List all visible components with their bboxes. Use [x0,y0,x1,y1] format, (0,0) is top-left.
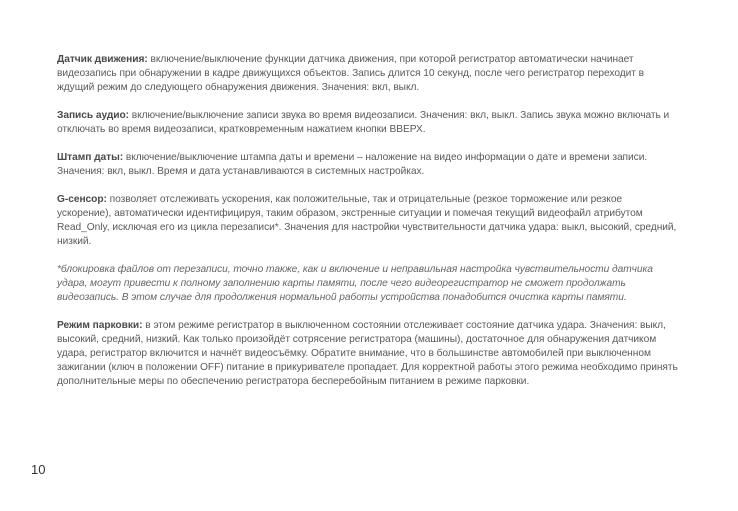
date-stamp-description: включение/выключение штампа даты и времени – наложение на видео информации о дате и времени записи. Значения: вкл, выкл. Время и дата устанавливаются в системных настройках. [57,152,648,177]
motion-sensor-description: включение/выключение функции датчика движения, при которой регистратор автоматически начинает видеозапись при обнаружении в кадре движущихся объектов. Запись длится 10 секунд, после чего регистратор переходит в ждущий режим до следующего обнаружения движения. Значения: вкл, выкл. [57,54,645,93]
parking-mode-paragraph [57,319,679,389]
motion-sensor-paragraph [57,53,679,95]
audio-recording-paragraph [57,109,679,137]
file-lock-note: *блокировка файлов от перезаписи, точно также, как и включение и неправильная настройка чувствительности датчика удара, могут привести к полному заполнению карты памяти, после чего видеорегистратор не сможет продолжать видеозапись. В этом случае для продолжения нормальной работы устройства понадобится очистка карты памяти. [57,264,653,303]
page-number: 10 [31,462,46,477]
parking-mode-term: Режим парковки: [57,320,143,331]
date-stamp-paragraph [57,151,679,179]
g-sensor-description: позволяет отслеживать ускорения, как положительные, так и отрицательные (резкое торможение или резкое ускорение), автоматически идентифицируя, таким образом, экстренные ситуации и помечая текущий видеофайл атрибутом Read_Only, исключая его из цикла перезаписи*. Значения для настройки чувствительности датчика удара: выкл, высокий, средний, низкий. [57,194,677,247]
parking-mode-description: в этом режиме регистратор в выключенном состоянии отслеживает состояние датчика удара. Значения: выкл, высокий, средний, низкий. Как только произойдёт сотрясение регистратора (машины), достаточное для обнаружения датчиком удара, регистратор включится и начнёт видеосъёмку. Обратите внимание, что в большинстве автомобилей при выключенном зажигании (ключ в положении OFF) питание в прикуривателе пропадает. Для корректной работы этого режима необходимо принять дополнительные меры по обеспечению регистратора бесперебойным питанием в режиме парковки. [57,320,678,387]
g-sensor-paragraph [57,193,679,249]
audio-recording-term: Запись аудио: [57,110,129,121]
g-sensor-term: G-сенсор: [57,194,107,205]
date-stamp-term: Штамп даты: [57,152,124,163]
manual-page-content [57,53,679,403]
audio-recording-description: включение/выключение записи звука во время видеозаписи. Значения: вкл, выкл. Запись звука можно включать и отключать во время видеозаписи, кратковременным нажатием кнопки ВВЕРХ. [57,110,670,135]
motion-sensor-term: Датчик движения: [57,54,148,65]
